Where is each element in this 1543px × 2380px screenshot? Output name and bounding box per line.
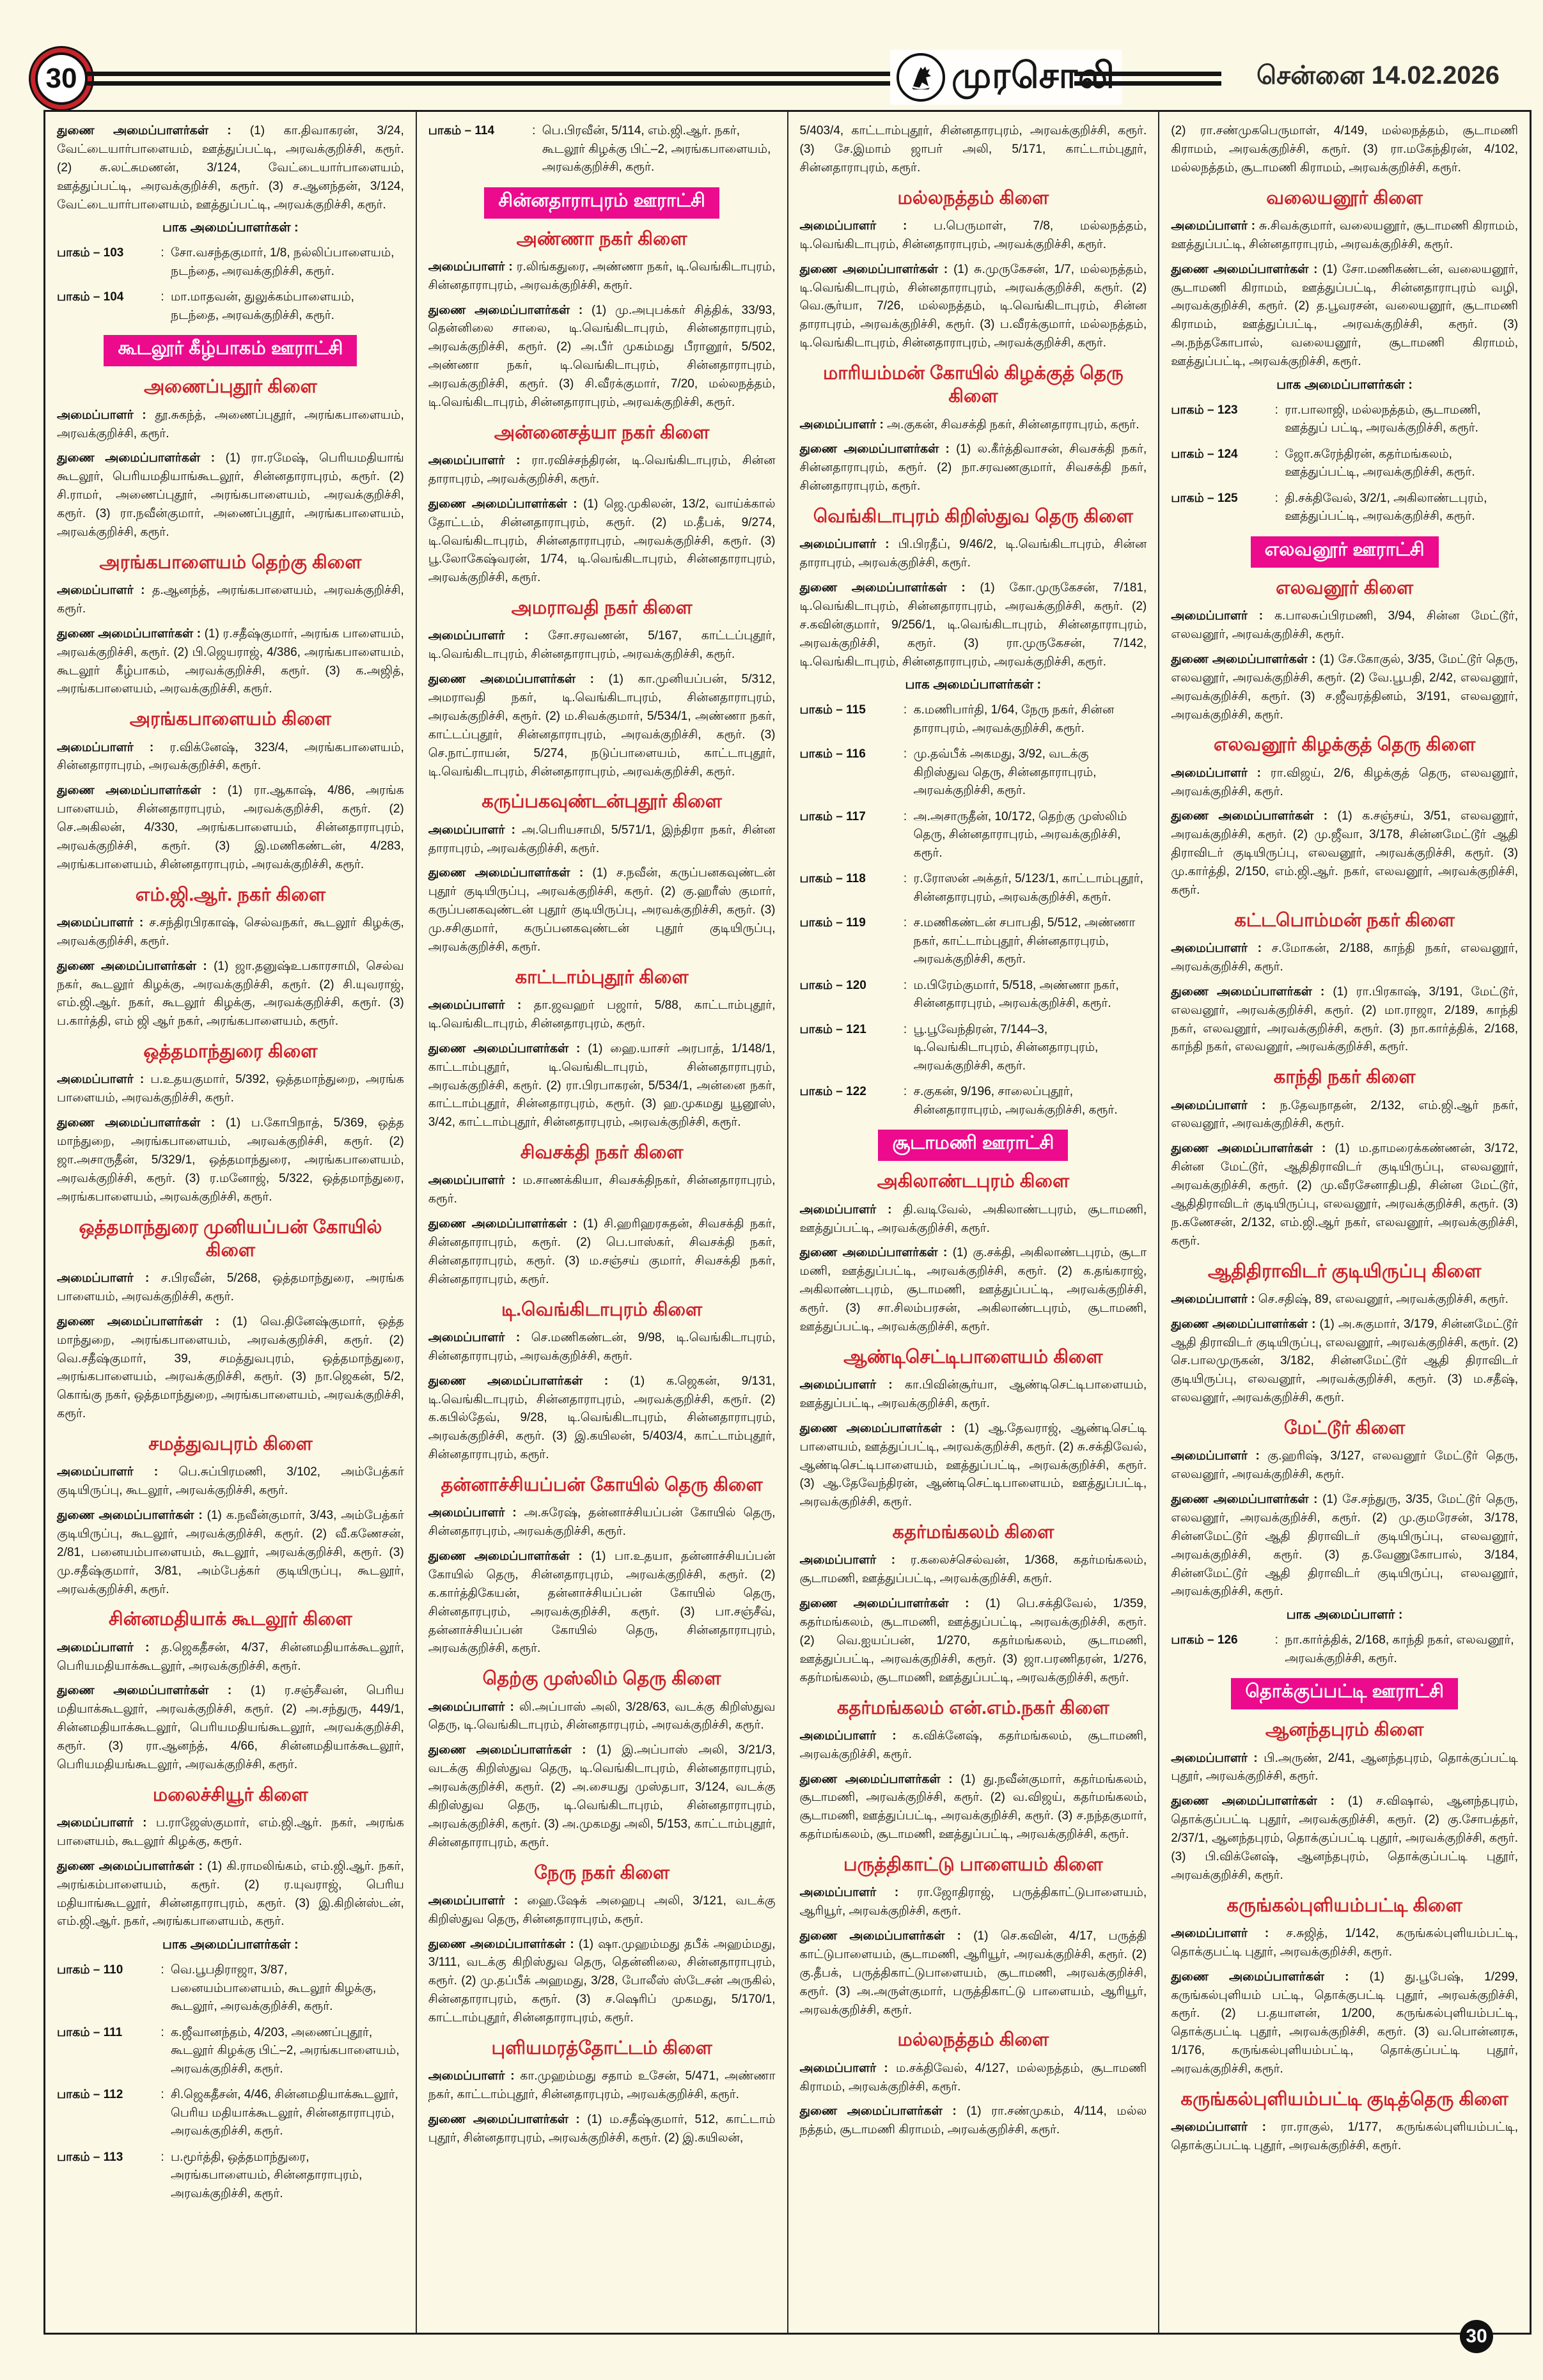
- news-column-2: [416, 112, 787, 2333]
- paragraph-lead-label: துணை அமைப்பாளர்கள் :: [799, 1929, 974, 1943]
- paragraph-lead-label: அமைப்பாளர் :: [1171, 1751, 1264, 1765]
- body-paragraph: அமைப்பாளர் : ப.ராஜேஸ்குமார், எம்.ஜி.ஆர். நகர், அரங்க பாளையம், கூடலூர் கிழக்கு, கரூர்.: [57, 1816, 404, 1848]
- body-paragraph: துணை அமைப்பாளர்கள் : (1) ம.தாமரைக்கண்ணன், 3/172, சின்ன மேட்டூர், ஆதிதிராவிடர் குடியிருப்பு, எலவனூர், அரவக்குறிச்சி, கரூர். (2) மு.வீரசேனாதிபதி, சின்ன மேட்டூர், ஆதிதிராவிடர் குடியிருப்பு, எலவனூர், அரவக்குறிச்சி, கரூர். (3) ந.கணேசன், 2/132, எம்.ஜி.ஆர் நகர், எலவனூர், அரவக்குறிச்சி, கரூர்.: [1171, 1142, 1518, 1248]
- body-paragraph: துணை அமைப்பாளர்கள் : (1) கா.முனியப்பன், 5/312, அமராவதி நகர், டி.வெங்கிடாபுரம், சின்னதாராபுரம், அரவக்குறிச்சி, கரூர். (2) ம.சிவக்குமார், 5/534/1, அண்ணா நகர், காட்டப்புதூர், சின்னதாராபுரம், அரவக்குறிச்சி, கரூர். (3) செ.நாட்ராயன், 5/274, நடுப்பாளையம், காட்டாபுதூர், டி.வெங்கிடாபுரம், சின்னதாராபுரம், அரவக்குறிச்சி, கரூர்.: [428, 673, 776, 779]
- branch-heading: எம்.ஜி.ஆர். நகர் கிளை: [135, 884, 325, 905]
- part-row: [1171, 490, 1518, 526]
- body-paragraph: அமைப்பாளர் : பி.பிரதீப், 9/46/2, டி.வெங்கிடாபுரம், சின்ன தாராபுரம், அரவக்குறிச்சி, கரூர்.: [799, 538, 1147, 570]
- branch-heading: கதர்மங்கலம் என்.எம்.நகர் கிளை: [836, 1697, 1109, 1718]
- paragraph-lead-label: அமைப்பாளர் :: [428, 823, 522, 837]
- body-paragraph: துணை அமைப்பாளர்கள் : (1) ல.கீர்த்திவாசன், சிவசக்தி நகர், சின்னதாராபுரம், கரூர். (2) நா.சரவணகுமார், சிவசக்தி நகர், சின்னதாராபுரம், கரூர்.: [799, 442, 1147, 494]
- body-paragraph: அமைப்பாளர் : செ.சதிஷ், 89, எலவனூர், அரவக்குறிச்சி, கரூர்.: [1171, 1292, 1508, 1306]
- paragraph-lead-label: அமைப்பாளர் :: [799, 417, 888, 432]
- news-column-4: [1158, 112, 1530, 2333]
- panchayat-heading: எலவனூர் ஊராட்சி: [1171, 536, 1518, 568]
- paragraph-lead-label: அமைப்பாளர் :: [799, 219, 934, 233]
- part-row: [57, 288, 404, 325]
- part-label: பாகம் – 114: [428, 124, 495, 137]
- paragraph-lead-label: துணை அமைப்பாளர்கள் :: [1171, 1142, 1335, 1156]
- body-paragraph: துணை அமைப்பாளர்கள் : (1) வெ.தினேஷ்குமார், ஒத்த மாந்துறை, அரங்கபாளையம், அரவக்குறிச்சி, கரூர். (2) வெ.சதீஷ்குமார், 39, சமத்துவபுரம், ஒத்தமாந்துரை, அரங்கபாளையம், அரவக்குறிச்சி, கரூர். (3) நா.ஜெகன், 5/2, கொங்கு நகர், ஒத்தமாந்துறை, அரங்கபாளையம், அரவக்குறிச்சி, கரூர்.: [57, 1314, 404, 1421]
- header-rule-right: [1074, 72, 1221, 86]
- body-paragraph: துணை அமைப்பாளர்கள் : (1) து.நவீன்குமார், கதர்மங்கலம், சூடாமணி, அரவக்குறிச்சி, கரூர். (2) வ.விஜய், கதர்மங்கலம், சூடாமணி, ஊத்துப்பட்டி, அரவக்குறிச்சி, கரூர். (3) ச.நந்தகுமார், கதர்மங்கலம், சூடாமணி, ஊத்துப்பட்டி, அரவக்குறிச்சி, கரூர்.: [799, 1772, 1147, 1842]
- part-label: பாகம் – 116: [799, 747, 866, 761]
- part-label: பாகம் – 103: [57, 246, 124, 260]
- part-label: பாகம் – 125: [1171, 491, 1238, 505]
- body-paragraph: அமைப்பாளர் : ப.உதயகுமார், 5/392, ஒத்தமாந்துறை, அரங்க பாளையம், அரவக்குறிச்சி, கரூர்.: [57, 1073, 404, 1105]
- branch-heading: கருங்கல்புளியம்பட்டி குடித்தெரு கிளை: [1180, 2088, 1508, 2110]
- part-colon: :: [532, 124, 536, 137]
- part-text: மு.தவ்பீக் அகமது, 3/92, வடக்கு கிறிஸ்துவ தெரு, சின்னதாராபுரம், அரவக்குறிச்சி, கரூர்.: [913, 747, 1097, 798]
- panchayat-heading: கூடலூர் கீழ்பாகம் ஊராட்சி: [57, 335, 404, 366]
- branch-heading: கருங்கல்புளியம்பட்டி கிளை: [1226, 1895, 1462, 1916]
- part-row: [57, 1961, 404, 2016]
- paragraph-lead-label: துணை அமைப்பாளர்கள் :: [799, 2104, 967, 2119]
- branch-heading: சிவசக்தி நகர் கிளை: [520, 1142, 684, 1163]
- part-organizers-subhead: பாக அமைப்பாளர்கள் :: [162, 1938, 299, 1952]
- body-paragraph: (2) ரா.சண்முகபெருமாள், 4/149, மல்லநத்தம், சூடாமணி கிராமம், அரவக்குறிச்சி, கரூர். (3) ரா.மகேந்திரன், 4/102, மல்லநத்தம், சூடாமணி கிராமம், அரவக்குறிச்சி, கரூர்.: [1171, 124, 1518, 175]
- branch-heading: ஆனந்தபுரம் கிளை: [1265, 1720, 1424, 1741]
- branch-heading: அரங்கபாளையம் கிளை: [129, 709, 331, 730]
- body-paragraph: துணை அமைப்பாளர்கள் : (1) இ.அப்பாஸ் அலி, 3/21/3, வடக்கு கிறிஸ்துவ தெரு, டி.வெங்கிடாபுரம், சின்னதாராபுரம், அரவக்குறிச்சி, கரூர். (2) அ.சையது முஸ்தபா, 3/124, வடக்கு கிறிஸ்துவ தெரு, டி.வெங்கிடாபுரம், சின்னதாராபுரம், அரவக்குறிச்சி, கரூர். (3) அ.முகமது அலி, 5/153, காட்டாம்புதூர், சின்னதாராபுரம், கரூர்.: [428, 1743, 776, 1849]
- body-paragraph: அமைப்பாளர் : ரா.விஜய், 2/6, கிழக்குத் தெரு, எலவனூர், அரவக்குறிச்சி, கரூர்.: [1171, 766, 1518, 798]
- part-text: மா.மாதவன், துலுக்கம்பாளையம், நடந்தை, அரவக்குறிச்சி, கரூர்.: [171, 290, 354, 322]
- body-paragraph: துணை அமைப்பாளர்கள் : (1) ர.சஞ்சீவன், பெரிய மதியாக்கூடலூர், அரவக்குறிச்சி, கரூர். (2) அ.சந்துரு, 449/1, சின்னமதியாக்கூடலூர், பெரியமதியங்கூடலூர், அரவக்குறிச்சி, கரூர். (3) ரா.ஆனந்த், 4/66, சின்னமதியாக்கூடலூர், பெரியமதியங்கூடலூர், அரவக்குறிச்சி, கரூர்.: [57, 1684, 404, 1771]
- part-label: பாகம் – 113: [57, 2150, 123, 2164]
- body-paragraph: துணை அமைப்பாளர்கள் : (1) ச.விஷால், ஆனந்தபுரம், தொக்குப்பட்டி புதூர், அரவக்குறிச்சி, கரூர். (2) கு.சோபத்தர், 2/37/1, ஆனந்தபுரம், தொக்குப்பட்டி புதூர், அரவக்குறிச்சி, கரூர். (3) பி.விக்னேஷ், ஆனந்தபுரம், தொக்குப்பட்டி புதூர், அரவக்குறிச்சி, கரூர்.: [1171, 1794, 1518, 1882]
- body-paragraph: துணை அமைப்பாளர்கள் : (1) ரா.சண்முகம், 4/114, மல்ல நத்தம், சூடாமணி கிராமம், அரவக்குறிச்சி, கரூர்.: [799, 2104, 1147, 2137]
- paragraph-lead-label: துணை அமைப்பாளர்கள் :: [428, 1550, 591, 1563]
- paragraph-lead-label: அமைப்பாளர் :: [799, 1378, 905, 1392]
- paragraph-lead-label: துணை அமைப்பாளர்கள் :: [57, 1684, 251, 1698]
- paragraph-lead-label: துணை அமைப்பாளர்கள் :: [57, 1116, 226, 1130]
- part-text: நா.கார்த்திக், 2/168, காந்தி நகர், எலவனூர், அரவக்குறிச்சி, கரூர்.: [1285, 1633, 1514, 1665]
- paragraph-lead-label: அமைப்பாளர் :: [428, 1174, 523, 1188]
- body-paragraph: துணை அமைப்பாளர்கள் : (1) ர.சதீஷ்குமார், அரங்க பாளையம், அரவக்குறிச்சி, கரூர். (2) பி.ஜெயராஜ், 4/386, அரங்கபாளையம், கூடலூர் கீழ்பாகம், அரவக்குறிச்சி, கரூர். (3) க.அஜித், அரங்கபாளையம், அரவக்குறிச்சி, கரூர்.: [57, 626, 404, 696]
- body-paragraph: அமைப்பாளர் : சோ.சரவணன், 5/167, காட்டப்புதூர், டி.வெங்கிடாபுரம், சின்னதாராபுரம், அரவக்குறிச்சி, கரூர்.: [428, 629, 776, 662]
- paragraph-lead-label: துணை அமைப்பாளர்கள் :: [57, 124, 250, 137]
- part-text: தி.சக்திவேல், 3/2/1, அகிலாண்டபுரம், ஊத்துப்பட்டி, அரவக்குறிச்சி, கரூர்.: [1285, 491, 1487, 524]
- branch-heading: மேட்டூர் கிளை: [1283, 1418, 1406, 1438]
- branch-heading: நேரு நகர் கிளை: [534, 1862, 670, 1883]
- news-column-1: [45, 112, 416, 2333]
- body-paragraph: அமைப்பாளர் : ரா.ஜோதிராஜ், பருத்திகாட்டுபாளையம், ஆரியூர், அரவக்குறிச்சி, கரூர்.: [799, 1886, 1147, 1918]
- part-text: வெ.பூபதிராஜா, 3/87, பனையம்பாளையம், கூடலூர் கிழக்கு, கூடலூர், அரவக்குறிச்சி, கரூர்.: [171, 1963, 377, 2014]
- part-row: [800, 977, 1147, 1013]
- body-paragraph: துணை அமைப்பாளர்கள் : (1) க.சஞ்சய், 3/51, எலவனூர், அரவக்குறிச்சி, கரூர். (2) மு.ஜீவா, 3/178, சின்னமேட்டூர் ஆதி திராவிடர் குடியிருப்பு, எலவனூர், அரவக்குறிச்சி, கரூர். (3) மு.கார்த்தி, 2/150, எம்.ஜி.ஆர். நகர், எலவனூர், அரவக்குறிச்சி, கரூர்.: [1171, 809, 1518, 897]
- body-paragraph: துணை அமைப்பாளர்கள் : (1) ஜா.தனுஷ்உபகாரசாமி, செல்வ நகர், கூடலூர் கிழக்கு, அரவக்குறிச்சி, கரூர். (2) சி.யுவராஜ், எம்.ஜி.ஆர். நகர், கூடலூர் கிழக்கு, அரவக்குறிச்சி, கரூர். (3) ப.கார்த்தி, எம் ஜி ஆர் நகர், அரங்கபாளையம், கரூர்.: [57, 959, 404, 1029]
- part-colon: :: [903, 872, 907, 886]
- paragraph-lead-label: அமைப்பாளர் :: [1171, 1292, 1258, 1306]
- branch-heading: ஒத்தமாந்துரை கிளை: [143, 1041, 318, 1062]
- body-paragraph: துணை அமைப்பாளர்கள் : (1) ரா.ஆகாஷ், 4/86, அரங்க பாளையம், சின்னதாராபுரம், அரவக்குறிச்சி, கரூர். (2) செ.அகிலன், 4/330, அரங்கபாளையம், சின்னதாராபுரம், அரவக்குறிச்சி, கரூர். (3) இ.மணிகண்டன், 4/283, அரங்கபாளையம், சின்னதாராபுரம், அரவக்குறிச்சி, கரூர்.: [57, 784, 404, 871]
- body-paragraph: துணை அமைப்பாளர்கள் : (1) ரா.பிரகாஷ், 3/191, மேட்டூர், எலவனூர், அரவக்குறிச்சி, கரூர். (2) மா.ராஜா, 2/189, காந்தி நகர், எலவனூர், அரவக்குறிச்சி, கரூர். (3) நா.கார்த்திக், 2/168, காந்தி நகர், எலவனூர், அரவக்குறிச்சி, கரூர்.: [1171, 984, 1518, 1054]
- paragraph-lead-label: அமைப்பாளர் :: [57, 740, 170, 754]
- paragraph-lead-label: அமைப்பாளர் :: [428, 629, 548, 643]
- part-row: [1171, 446, 1518, 482]
- body-paragraph: துணை அமைப்பாளர்கள் : (1) ஹை.யாசர் அரபாத், 1/148/1, காட்டாம்புதூர், டி.வெங்கிடாபுரம், சின்னதாராபுரம், அரவக்குறிச்சி, கரூர். (2) ரா.பிரபாகரன், 5/534/1, அன்னை நகர், காட்டாம்புதூர், சின்னதாரபுரம், கரூர். (3) ஹ.முகமது யூனூஸ், 3/42, காட்டாம்புதூர், சின்னதாரபுரம், அரவக்குறிச்சி, கரூர்.: [428, 1041, 776, 1130]
- branch-heading: பருத்திகாட்டு பாளையம் கிளை: [843, 1855, 1103, 1875]
- paragraph-lead-label: அமைப்பாளர் :: [799, 1886, 917, 1900]
- body-paragraph: அமைப்பாளர் : ம.சாணக்கியா, சிவசக்திநகர், சின்னதாராபுரம், கரூர்.: [428, 1174, 776, 1206]
- part-text: ரா.பாலாஜி, மல்லநத்தம், சூடாமணி, ஊத்துப் பட்டி, அரவக்குறிச்சி, கரூர்.: [1285, 403, 1481, 435]
- part-text: க.ஜீவானந்தம், 4/203, அணைப்புதூர், கூடலூர் கிழக்கு பிட்–2, அரங்கபாளையம், அரவக்குறிச்சி, கரூர்.: [171, 2025, 400, 2076]
- body-paragraph: துணை அமைப்பாளர்கள் : (1) ரா.ரமேஷ், பெரியமதியாங் கூடலூர், பெரியமதியாங்கூடலூர், சின்னதாராபுரம், கரூர். (2) சி.ராமர், அணைப்புதூர், அரங்கபாளையம், அரவக்குறிச்சி, கரூர். (3) ரா.நவீன்குமார், அணைப்புதூர், அரங்கபாளையம், அரவக்குறிச்சி, கரூர்.: [57, 451, 404, 539]
- paragraph-lead-label: துணை அமைப்பாளர்கள் :: [799, 1772, 961, 1786]
- body-paragraph: துணை அமைப்பாளர்கள் : (1) செ.கவின், 4/17, பருத்தி காட்டுபாளையம், சூடாமணி, ஆரியூர், அரவக்குறிச்சி, கரூர். (2) கு.தீபக், பருத்திகாட்டுபாளையம், சூடாமணி, அரவக்குறிச்சி, கரூர். (3) அ.அருள்குமார், பருத்திகாட்டு பாளையம், ஆரியூர், அரவக்குறிச்சி, கரூர்.: [799, 1929, 1147, 2017]
- paragraph-lead-label: துணை அமைப்பாளர்கள் :: [799, 1246, 953, 1260]
- part-label: பாகம் – 110: [57, 1963, 123, 1977]
- part-colon: :: [903, 978, 907, 992]
- branch-heading: எலவனூர் கிளை: [1276, 577, 1414, 598]
- part-row: [57, 244, 404, 281]
- body-paragraph: அமைப்பாளர் : ப.பெருமாள், 7/8, மல்லநத்தம், டி.வெங்கிடாபுரம், சின்னதாராபுரம், அரவக்குறிச்சி, கரூர்.: [799, 219, 1147, 251]
- paragraph-lead-label: அமைப்பாளர் :: [428, 2069, 521, 2083]
- part-text: ச.மணிகண்டன் சபாபதி, 5/512, அண்ணா நகர், காட்டாம்புதூர், சின்னதாரபுரம், அரவக்குறிச்சி, கரூர்.: [913, 916, 1136, 967]
- body-paragraph: அமைப்பாளர் : அ.குகன், சிவசக்தி நகர், சின்னதாராபுரம், கரூர்.: [799, 417, 1140, 432]
- paragraph-lead-label: துணை அமைப்பாளர்கள் :: [1171, 809, 1338, 823]
- part-colon: :: [161, 2088, 164, 2102]
- paragraph-lead-label: துணை அமைப்பாளர்கள் :: [428, 1217, 583, 1231]
- news-column-3: [787, 112, 1159, 2333]
- branch-heading: அணைப்புதூர் கிளை: [143, 377, 317, 398]
- branch-heading: மாரியம்மன் கோயில் கிழக்குத் தெரு கிளை: [822, 363, 1124, 407]
- body-paragraph: அமைப்பாளர் : ர.லிங்கதுரை, அண்ணா நகர், டி.வெங்கிடாபுரம், சின்னதாராபுரம், அரவக்குறிச்சி, கரூர்.: [428, 260, 776, 292]
- body-paragraph: அமைப்பாளர் : த.ஜெகதீசன், 4/37, சின்னமதியாக்கூடலூர், பெரியமதியாக்கூடலூர், அரவக்குறிச்சி, கரூர்.: [57, 1640, 404, 1673]
- paragraph-lead-label: அமைப்பாளர் :: [57, 1073, 151, 1087]
- body-paragraph: அமைப்பாளர் : த.ஆனந்த், அரங்கபாளையம், அரவக்குறிச்சி, கரூர்.: [57, 584, 404, 616]
- body-paragraph: அமைப்பாளர் : ஹை.ஷேக் அஹைபு அலி, 3/121, வடக்கு கிறிஸ்துவ தெரு, சின்னதாராபுரம், கரூர்.: [428, 1894, 776, 1926]
- part-text: ஜோ.சுரேந்திரன், கதர்மங்கலம், ஊத்துப்பட்டி, அரவக்குறிச்சி, கரூர்.: [1285, 447, 1475, 479]
- body-paragraph: அமைப்பாளர் : பெ.சுப்பிரமணி, 3/102, அம்பேத்கர் குடியிருப்பு, கூடலூர், அரவக்குறிச்சி, கரூர்.: [57, 1465, 404, 1498]
- paragraph-lead-label: துணை அமைப்பாளர்கள் :: [57, 959, 214, 973]
- edition-dateline: சென்னை 14.02.2026: [1256, 61, 1500, 89]
- branch-heading: அரங்கபாளையம் தெற்கு கிளை: [99, 552, 362, 573]
- branch-heading: அண்ணா நகர் கிளை: [516, 228, 687, 249]
- paragraph-lead-label: அமைப்பாளர் :: [799, 1553, 911, 1567]
- part-text: க.மணிபார்தி, 1/64, நேரு நகர், சின்ன தாராபுரம், அரவக்குறிச்சி, கரூர்.: [913, 703, 1115, 735]
- paragraph-lead-label: அமைப்பாளர் :: [799, 2061, 896, 2075]
- body-paragraph: அமைப்பாளர் : ரா.ரவிச்சந்திரன், டி.வெங்கிடாபுரம், சின்ன தாராபுரம், அரவக்குறிச்சி, கரூர்.: [428, 454, 776, 486]
- branch-heading: வலையனூர் கிளை: [1266, 187, 1423, 208]
- branch-heading: மலைச்சியூர் கிளை: [152, 1784, 308, 1805]
- part-colon: :: [161, 2025, 164, 2039]
- body-paragraph: அமைப்பாளர் : க.பாலசுப்பிரமணி, 3/94, சின்ன மேட்டூர், எலவனூர், அரவக்குறிச்சி, கரூர்.: [1171, 609, 1518, 641]
- body-paragraph: அமைப்பாளர் : அ.சுரேஷ், தன்னாச்சியப்பன் கோயில் தெரு, சின்னதாரபுரம், அரவக்குறிச்சி, கரூர்.: [428, 1506, 776, 1539]
- branch-heading: வெங்கிடாபுரம் கிறிஸ்துவ தெரு கிளை: [813, 506, 1133, 527]
- paragraph-lead-label: துணை அமைப்பாளர்கள் :: [799, 442, 957, 456]
- part-colon: :: [903, 1022, 907, 1036]
- body-paragraph: துணை அமைப்பாளர்கள் : (1) கி.ராமலிங்கம், எம்.ஜி.ஆர். நகர், அரங்கம்பாளையம், கரூர். (2) ர.யுவராஜ், பெரிய மதியாங்கூடலூர், சின்னதாராபுரம், கரூர். (3) இ.கிறின்ஸ்டன், எம்.ஜி.ஆர். நகர், அரங்கபாளையம், கரூர்.: [57, 1859, 404, 1929]
- branch-heading: ஆதிதிராவிடர் குடியிருப்பு கிளை: [1207, 1261, 1482, 1282]
- part-text: சோ.வசந்தகுமார், 1/8, நல்லிப்பாளையம், நடந்தை, அரவக்குறிச்சி, கரூர்.: [171, 246, 395, 278]
- branch-heading: கருப்பகவுண்டன்புதூர் கிளை: [482, 791, 722, 813]
- body-paragraph: அமைப்பாளர் : செ.மணிகண்டன், 9/98, டி.வெங்கிடாபுரம், சின்னதாராபுரம், அரவக்குறிச்சி, கரூர்.: [428, 1330, 776, 1363]
- part-label: பாகம் – 122: [799, 1085, 866, 1099]
- part-text: அ.அசாருதீன், 10/172, தெற்கு முஸ்லிம் தெரு, சின்னதாராபுரம், அரவக்குறிச்சி, கரூர்.: [913, 809, 1127, 860]
- paragraph-lead-label: அமைப்பாளர் :: [428, 1506, 524, 1520]
- paragraph-lead-label: அமைப்பாளர் :: [57, 584, 152, 597]
- part-text: பெ.பிரவீன், 5/114, எம்.ஜி.ஆர். நகர், கூடலூர் கிழக்கு பிட்–2, அரங்கபாளையம், அரவக்குறிச்சி, கரூர்.: [542, 124, 771, 174]
- body-paragraph: துணை அமைப்பாளர்கள் : (1) பா.உதயா, தன்னாச்சியப்பன் கோயில் தெரு, சின்னதாரபுரம், அரவக்குறிச்சி, கரூர். (2) க.கார்த்திகேயன், தன்னாச்சியப்பன் கோயில் தெரு, சின்னதாரபுரம், அரவக்குறிச்சி, கரூர். (3) பா.சஞ்சீவ், தன்னாச்சியப்பன் கோயில் தெரு, சின்னதாராபுரம், அரவக்குறிச்சி, கரூர்.: [428, 1550, 776, 1656]
- branch-heading: காட்டாம்புதூர் கிளை: [515, 967, 689, 988]
- part-row: [1171, 1631, 1518, 1668]
- part-row: [57, 2149, 404, 2204]
- part-label: பாகம் – 121: [799, 1022, 866, 1036]
- header-rule-left: [87, 72, 890, 86]
- part-organizers-subhead: பாக அமைப்பாளர்கள் :: [905, 678, 1042, 692]
- paragraph-lead-label: அமைப்பாளர் :: [1171, 1926, 1287, 1940]
- part-row: [800, 808, 1147, 863]
- body-paragraph: அமைப்பாளர் : கா.முஹம்மது சதாம் உசேன், 5/471, அண்ணா நகர், காட்டாம்புதூர், சின்னதாரபுரம், அரவக்குறிச்சி, கரூர்.: [428, 2069, 776, 2101]
- footer-page-number: 30: [1466, 2326, 1487, 2347]
- branch-heading: தன்னாச்சியப்பன் கோயில் தெரு கிளை: [441, 1475, 763, 1495]
- paragraph-lead-label: துணை அமைப்பாளர்கள் :: [428, 303, 591, 317]
- body-paragraph: அமைப்பாளர் : ர.விக்னேஷ், 323/4, அரங்கபாளையம், சின்னதாராபுரம், அரவக்குறிச்சி, கரூர்.: [57, 740, 404, 773]
- body-paragraph: அமைப்பாளர் : ச.சந்திரபிரகாஷ், செல்வநகர், கூடலூர் கிழக்கு, அரவக்குறிச்சி, கரூர்.: [57, 915, 404, 948]
- part-label: பாகம் – 120: [799, 978, 866, 992]
- body-paragraph: துணை அமைப்பாளர்கள் : (1) ப.கோபிநாத், 5/369, ஒத்த மாந்துறை, அரங்கபாளையம், அரவக்குறிச்சி, கரூர். (2) ஜா.அசாருதீன், 5/329/1, ஒத்தமாந்துரை, அரங்கபாளையம், அரவக்குறிச்சி, கரூர். (3) ர.மனோஜ், 5/322, ஒத்தமாந்துரை, அரங்கபாளையம், அரவக்குறிச்சி, கரூர்.: [57, 1116, 404, 1204]
- body-paragraph: அமைப்பாளர் : ச.மோகன், 2/188, காந்தி நகர், எலவனூர், அரவக்குறிச்சி, கரூர்.: [1171, 942, 1518, 974]
- body-paragraph: அமைப்பாளர் : கு.ஹரிஷ், 3/127, எலவனூர் மேட்டூர் தெரு, எலவனூர், அரவக்குறிச்சி, கரூர்.: [1171, 1449, 1518, 1482]
- branch-heading: எலவனூர் கிழக்குத் தெரு கிளை: [1213, 735, 1476, 756]
- body-paragraph: 5/403/4, காட்டாம்புதூர், சின்னதாரபுரம், அரவக்குறிச்சி, கரூர். (3) சே.இமாம் ஜாபர் அலி, 5/171, காட்டாம்புதூர், சின்னதாராபுரம், கரூர்.: [799, 124, 1147, 175]
- part-row: [800, 914, 1147, 969]
- part-label: பாகம் – 123: [1171, 403, 1238, 417]
- part-label: பாகம் – 126: [1171, 1633, 1238, 1647]
- body-paragraph: துணை அமைப்பாளர்கள் : (1) சே.கோகுல், 3/35, மேட்டூர் தெரு, எலவனூர், அரவக்குறிச்சி, கரூர். (2) வே.பூபதி, 2/42, எலவனூர், அரவக்குறிச்சி, கரூர். (3) ச.ஜீவரத்தினம், 3/191, எலவனூர், அரவக்குறிச்சி, கரூர்.: [1171, 652, 1518, 722]
- body-paragraph: துணை அமைப்பாளர்கள் : (1) ஷா.முஹம்மது தபீக் அஹம்மது, 3/111, வடக்கு கிறிஸ்துவ தெரு, தென்னிலை, சின்னதாராபுரம், கரூர். (2) மு.தப்பீக் அஹமது, 3/28, போலீஸ் ஸ்டேசன் அருகில், சின்னதாராபுரம், கரூர். (3) ச.ஷெரிப் முகமது, 5/170/1, காட்டாம்புதூர், சின்னதாராபுரம், கரூர்.: [428, 1937, 776, 2025]
- body-paragraph: துணை அமைப்பாளர்கள் : (1) பெ.சக்திவேல், 1/359, கதர்மங்கலம், சூடாமணி, ஊத்துப்பட்டி, அரவக்குறிச்சி, கரூர். (2) வெ.ஐயப்பன், 1/270, கதர்மங்கலம், சூடாமணி, ஊத்துப்பட்டி, அரவக்குறிச்சி, கரூர். (3) ஜா.பரணிதரன், 1/276, கதர்மங்கலம், சூடாமணி, ஊத்துப்பட்டி, அரவக்குறிச்சி, கரூர்.: [799, 1597, 1147, 1684]
- part-row: [428, 122, 776, 177]
- paragraph-lead-label: துணை அமைப்பாளர்கள் :: [1171, 1317, 1320, 1331]
- part-colon: :: [903, 1085, 907, 1099]
- paragraph-lead-label: அமைப்பாளர் :: [1171, 942, 1272, 955]
- branch-heading: மல்லநத்தம் கிளை: [897, 2030, 1049, 2051]
- body-paragraph: அமைப்பாளர் : கா.பிவின்சூர்யா, ஆண்டிசெட்டிபாளையம், ஊத்துப்பட்டி, அரவக்குறிச்சி, கரூர்.: [799, 1378, 1147, 1410]
- paragraph-lead-label: அமைப்பாளர் :: [428, 1700, 519, 1714]
- branch-heading: கட்டபொம்மன் நகர் கிளை: [1234, 910, 1455, 931]
- branch-heading: ஒத்தமாந்துரை முனியப்பன் கோயில் கிளை: [79, 1217, 382, 1261]
- part-organizers-subhead: பாக அமைப்பாளர்கள் :: [1276, 377, 1413, 392]
- paragraph-lead-label: அமைப்பாளர் :: [1171, 766, 1271, 780]
- body-paragraph: அமைப்பாளர் : தா.ஜவஹர் பஜார், 5/88, காட்டாம்புதூர், டி.வெங்கிடாபுரம், சின்னதாரபுரம், கரூர்.: [428, 999, 776, 1031]
- part-row: [800, 1021, 1147, 1076]
- body-paragraph: அமைப்பாளர் : தூ.சுகந்த், அணைப்புதூர், அரங்கபாளையம், அரவக்குறிச்சி, கரூர்.: [57, 408, 404, 440]
- part-colon: :: [903, 809, 907, 823]
- part-colon: :: [1274, 403, 1278, 417]
- branch-heading: அன்னைசத்யா நகர் கிளை: [494, 422, 710, 443]
- part-organizers-subhead: பாக அமைப்பாளர் :: [1286, 1608, 1403, 1622]
- part-text: ச.குகன், 9/196, சாலைப்புதூர், சின்னதாராபுரம், அரவக்குறிச்சி, கரூர்.: [913, 1085, 1118, 1117]
- paragraph-lead-label: அமைப்பாளர் :: [428, 260, 517, 274]
- body-paragraph: அமைப்பாளர் : பி.அருண், 2/41, ஆனந்தபுரம், தொக்குப்பட்டி புதூர், அரவக்குறிச்சி, கரூர்.: [1171, 1751, 1519, 1784]
- body-paragraph: அமைப்பாளர் : ச.சுஜித், 1/142, கருங்கல்புளியம்பட்டி, தொக்குபட்டி புதூர், அரவக்குறிச்சி, கரூர்.: [1171, 1926, 1518, 1959]
- part-row: [57, 2024, 404, 2079]
- body-paragraph: அமைப்பாளர் : அ.பெரியசாமி, 5/571/1, இந்திரா நகர், சின்ன தாராபுரம், அரவக்குறிச்சி, கரூர்.: [428, 823, 776, 855]
- body-paragraph: துணை அமைப்பாளர்கள் : (1) கு.சக்தி, அகிலாண்டபுரம், சூடா மணி, ஊத்துப்பட்டி, அரவக்குறிச்சி, கரூர். (2) க.தங்கராஜ், அகிலாண்டபுரம், சூடாமணி, ஊத்துப்பட்டி, அரவக்குறிச்சி, கரூர். (3) சா.சிலம்பரசன், அகிலாண்டபுரம், சூடாமணி, ஊத்துப்பட்டி, அரவக்குறிச்சி, கரூர்.: [799, 1246, 1147, 1334]
- paragraph-lead-label: அமைப்பாளர் :: [1171, 219, 1259, 233]
- paragraph-lead-label: துணை அமைப்பாளர்கள் :: [428, 1374, 630, 1388]
- panchayat-heading: சின்னதாராபுரம் ஊராட்சி: [428, 187, 776, 219]
- content-frame: [43, 110, 1531, 2335]
- part-colon: :: [161, 2150, 164, 2164]
- part-colon: :: [903, 916, 907, 930]
- body-paragraph: அமைப்பாளர் : க.விக்னேஷ், கதர்மங்கலம், சூடாமணி, அரவக்குறிச்சி, கரூர்.: [799, 1729, 1147, 1761]
- paragraph-lead-label: அமைப்பாளர் :: [57, 1816, 156, 1830]
- body-paragraph: துணை அமைப்பாளர்கள் : (1) ஜெ.முகிலன், 13/2, வாய்க்கால் தோட்டம், சின்னதாராபுரம், கரூர். (2) ம.தீபக், 9/274, டி.வெங்கிடாபுரம், சின்னதாராபுரம், அரவக்குறிச்சி, கரூர். (3) பூ.லோகேஷ்வரன், 1/74, டி.வெங்கிடாபுரம், சின்னதாராபுரம், அரவக்குறிச்சி, கரூர்.: [428, 497, 776, 585]
- part-colon: :: [903, 703, 907, 717]
- body-paragraph: அமைப்பாளர் : ச.பிரவீன், 5/268, ஒத்தமாந்துரை, அரங்க பாளையம், அரவக்குறிச்சி, கரூர்.: [57, 1272, 404, 1303]
- body-paragraph: அமைப்பாளர் : லி.அப்பாஸ் அலி, 3/28/63, வடக்கு கிறிஸ்துவ தெரு, டி.வெங்கிடாபுரம், சின்னதாரபுரம், அரவக்குறிச்சி, கரூர்.: [428, 1700, 776, 1732]
- branch-heading: ஆண்டிசெட்டிபாளையம் கிளை: [843, 1346, 1103, 1367]
- body-paragraph: துணை அமைப்பாளர்கள் : (1) சு.முருகேசன், 1/7, மல்லநத்தம், டி.வெங்கிடாபுரம், சின்னதாராபுரம், அரவக்குறிச்சி, கரூர். (2) வெ.சூர்யா, 7/26, மல்லநத்தம், டி.வெங்கிடாபுரம், சின்ன தாராபுரம், அரவக்குறிச்சி, கரூர். (3) ப.வீரக்குமார், மல்லநத்தம், டி.வெங்கிடாபுரம், சின்னதாராபுரம், அரவக்குறிச்சி, கரூர்.: [799, 262, 1147, 350]
- paragraph-lead-label: துணை அமைப்பாளர்கள் :: [1171, 262, 1323, 276]
- body-paragraph: அமைப்பாளர் : சு.சிவக்குமார், வலையனூர், சூடாமணி கிராமம், ஊத்துப்பட்டி, சின்னதாராபுரம், அரவக்குறிச்சி, கரூர்.: [1171, 219, 1519, 251]
- body-paragraph: துணை அமைப்பாளர்கள் : (1) ச.நவீன், கருப்பனகவுண்டன் புதூர் குடியிருப்பு, அரவக்குறிச்சி, கரூர். (2) கு.ஹரீஸ் குமார், கருப்பனகவுண்டன் புதூர் குடியிருப்பு, அரவக்குறிச்சி, கரூர். (3) மு.சசிகுமார், கருப்பனகவுண்டன் புதூர் குடியிருப்பு, அரவக்குறிச்சி, கரூர்.: [428, 866, 776, 954]
- paragraph-lead-label: அமைப்பாளர் :: [57, 915, 150, 929]
- rooster-logo-icon: [897, 53, 945, 102]
- body-paragraph: அமைப்பாளர் : ந.தேவநாதன், 2/132, எம்.ஜி.ஆர் நகர், எலவனூர், அரவக்குறிச்சி, கரூர்.: [1171, 1098, 1518, 1131]
- paragraph-lead-label: துணை அமைப்பாளர்கள் :: [57, 451, 226, 465]
- paragraph-lead-label: அமைப்பாளர் :: [428, 1330, 531, 1344]
- footer-page-badge: [1460, 2320, 1493, 2353]
- body-paragraph: துணை அமைப்பாளர்கள் : (1) அ.சுகுமார், 3/179, சின்னமேட்டூர் ஆதி திராவிடர் குடியிருப்பு, எலவனூர், அரவக்குறிச்சி, கரூர். (2) செ.பாலமுருகன், 3/182, சின்னமேட்டூர் ஆதி திராவிடர் குடியிருப்பு, எலவனூர், அரவக்குறிச்சி, கரூர். (3) ம.சதீஷ், எலவனூர், அரவக்குறிச்சி, கரூர்.: [1171, 1317, 1519, 1405]
- part-label: பாகம் – 124: [1171, 447, 1238, 461]
- part-colon: :: [161, 1963, 164, 1977]
- paragraph-lead-label: அமைப்பாளர் :: [428, 454, 532, 467]
- body-paragraph: துணை அமைப்பாளர்கள் : (1) து.பூபேஷ், 1/299, கருங்கல்புளியம் பட்டி, தொக்குபட்டி புதூர், அரவக்குறிச்சி, கரூர். (2) ப.தயாளன், 1/200, கருங்கல்புளியம்பட்டி, தொக்குபட்டி புதூர், அரவக்குறிச்சி, கரூர். (3) வ.பொன்னரசு, 1/176, கருங்கல்புளியம்பட்டி, தொக்குப்பட்டி புதூர், அரவக்குறிச்சி, கரூர்.: [1171, 1970, 1518, 2076]
- paragraph-lead-label: அமைப்பாளர் :: [1171, 2120, 1281, 2135]
- part-colon: :: [1274, 1633, 1278, 1647]
- paragraph-lead-label: துணை அமைப்பாளர்கள் :: [799, 1421, 964, 1435]
- panchayat-heading: தொக்குப்பட்டி ஊராட்சி: [1171, 1678, 1518, 1709]
- part-organizers-subhead: பாக அமைப்பாளர்கள் :: [162, 221, 299, 235]
- masthead-title: முரசொலி: [952, 54, 1115, 95]
- branch-heading: சமத்துவபுரம் கிளை: [148, 1434, 313, 1454]
- paragraph-lead-label: துணை அமைப்பாளர்கள் :: [57, 626, 205, 641]
- branch-heading: சின்னமதியாக் கூடலூர் கிளை: [108, 1609, 352, 1630]
- paragraph-lead-label: துணை அமைப்பாளர்கள் :: [57, 1314, 233, 1328]
- body-paragraph: துணை அமைப்பாளர்கள் : (1) மு.அபுபக்கர் சித்திக், 33/93, தென்னிலை சாலை, டி.வெங்கிடாபுரம், சின்னதாராபுரம், அரவக்குறிச்சி, கரூர். (2) அ.பீர் முகம்மது பீரானூர், 5/502, அண்ணா நகர், டி.வெங்கிடாபுரம், சின்னதாராபுரம், அரவக்குறிச்சி, கரூர். (3) சி.வீரக்குமார், 7/20, மல்லநத்தம், டி.வெங்கிடாபுரம், சின்னதாராபுரம், அரவக்குறிச்சி, கரூர்.: [428, 303, 776, 409]
- part-colon: :: [161, 290, 164, 304]
- part-row: [800, 745, 1147, 800]
- paragraph-lead-label: அமைப்பாளர் :: [57, 1465, 179, 1479]
- branch-heading: காந்தி நகர் கிளை: [1273, 1067, 1416, 1088]
- paragraph-lead-label: துணை அமைப்பாளர்கள் :: [57, 1859, 208, 1873]
- paragraph-lead-label: அமைப்பாளர் :: [57, 1272, 161, 1285]
- body-paragraph: துணை அமைப்பாளர்கள் : (1) சே.சந்துரு, 3/35, மேட்டூர் தெரு, எலவனூர், அரவக்குறிச்சி, கரூர். (2) மு.குமரேசன், 3/178, சின்னமேட்டூர் ஆதி திராவிடர் குடியிருப்பு, எலவனூர், அரவக்குறிச்சி, கரூர். (3) த.வேணுகோபால், 3/184, சின்னமேட்டூர் ஆதி திராவிடர் குடியிருப்பு, எலவனூர், அரவக்குறிச்சி, கரூர்.: [1171, 1493, 1518, 1599]
- paragraph-lead-label: அமைப்பாளர் :: [57, 408, 155, 422]
- branch-heading: கதர்மங்கலம் கிளை: [892, 1522, 1054, 1543]
- part-label: பாகம் – 119: [799, 916, 866, 930]
- paragraph-lead-label: துணை அமைப்பாளர்கள் :: [428, 673, 609, 687]
- paragraph-lead-label: துணை அமைப்பாளர்கள் :: [1171, 652, 1320, 666]
- part-row: [800, 1083, 1147, 1119]
- paragraph-lead-label: துணை அமைப்பாளர்கள் :: [57, 784, 228, 798]
- paragraph-lead-label: அமைப்பாளர் :: [428, 1894, 528, 1908]
- body-paragraph: துணை அமைப்பாளர்கள் : (1) கோ.முருகேசன், 7/181, டி.வெங்கிடாபுரம், சின்னதாராபுரம், அரவக்குறிச்சி, கரூர். (2) ச.கவின்குமார், 9/256/1, டி.வெங்கிடாபுரம், சின்னதாராபுரம், அரவக்குறிச்சி, கரூர். (3) ரா.முருகேசன், 7/142, டி.வெங்கிடாபுரம், சின்னதாராபுரம், அரவக்குறிச்சி, கரூர்.: [799, 581, 1147, 669]
- part-label: பாகம் – 104: [57, 290, 124, 304]
- part-colon: :: [1274, 447, 1278, 461]
- paragraph-lead-label: துணை அமைப்பாளர்கள் :: [428, 866, 593, 880]
- part-row: [800, 870, 1147, 906]
- branch-heading: அகிலாண்டபுரம் கிளை: [877, 1171, 1070, 1192]
- part-colon: :: [903, 747, 907, 761]
- branch-heading: தெற்கு முஸ்லிம் தெரு கிளை: [482, 1668, 721, 1690]
- part-row: [800, 701, 1147, 738]
- paragraph-lead-label: துணை அமைப்பாளர்கள் :: [1171, 1493, 1323, 1506]
- part-colon: :: [161, 246, 164, 260]
- part-text: ர.ரோஸன் அக்தர், 5/123/1, காட்டாம்புதூர், சின்னதாரபுரம், அரவக்குறிச்சி, கரூர்.: [913, 872, 1143, 904]
- part-label: பாகம் – 112: [57, 2088, 123, 2102]
- body-paragraph: துணை அமைப்பாளர்கள் : (1) ஆ.தேவராஜ், ஆண்டிசெட்டி பாளையம், ஊத்துப்பட்டி, அரவக்குறிச்சி, கரூர். (2) சு.சக்திவேல், ஆண்டிசெட்டிபாளையம், ஊத்துப்பட்டி, அரவக்குறிச்சி, கரூர். (3) ஆ.தேவேந்திரன், ஆண்டிசெட்டிபாளையம், ஊத்துப்பட்டி, அரவக்குறிச்சி, கரூர்.: [799, 1421, 1147, 1509]
- body-paragraph: துணை அமைப்பாளர்கள் : (1) சோ.மணிகண்டன், வலையனூர், சூடாமணி கிராமம், ஊத்துப்பட்டி, சின்னதாராபுரம் வழி, அரவக்குறிச்சி, கரூர். (2) த.பூவரசன், வலையனூர், சூடாமணி கிராமம், ஊத்துப்பட்டி, அரவக்குறிச்சி, கரூர். (3) அ.நந்தகோபால், வலையனூர், சூடாமணி கிராமம், ஊத்துப்பட்டி, அரவக்குறிச்சி, கரூர்.: [1171, 262, 1518, 368]
- paragraph-lead-label: துணை அமைப்பாளர்கள் :: [428, 497, 584, 511]
- part-colon: :: [1274, 491, 1278, 505]
- paragraph-lead-label: அமைப்பாளர் :: [428, 999, 534, 1012]
- part-label: பாகம் – 118: [799, 872, 866, 886]
- paragraph-lead-label: துணை அமைப்பாளர்கள் :: [799, 262, 954, 276]
- paragraph-lead-label: துணை அமைப்பாளர்கள் :: [428, 1743, 597, 1757]
- page-number: 30: [45, 63, 77, 94]
- body-paragraph: அமைப்பாளர் : ம.சக்திவேல், 4/127, மல்லநத்தம், சூடாமணி கிராமம், அரவக்குறிச்சி, கரூர்.: [799, 2061, 1147, 2094]
- body-paragraph: அமைப்பாளர் : ர.கலைச்செல்வன், 1/368, கதர்மங்கலம், சூடாமணி, ஊத்துப்பட்டி, அரவக்குறிச்சி, கரூர்.: [799, 1553, 1147, 1586]
- part-text: சி.ஜெகதீசன், 4/46, சின்னமதியாக்கூடலூர், பெரிய மதியாக்கூடலூர், சின்னதாராபுரம், அரவக்குறிச்சி, கரூர்.: [171, 2088, 398, 2138]
- paragraph-lead-label: அமைப்பாளர் :: [799, 1202, 904, 1217]
- paragraph-lead-label: அமைப்பாளர் :: [1171, 1098, 1280, 1112]
- paragraph-lead-label: துணை அமைப்பாளர்கள் :: [799, 581, 980, 595]
- paragraph-lead-label: துணை அமைப்பாளர்கள் :: [428, 1041, 588, 1055]
- part-text: ப.மூர்த்தி, ஒத்தமாந்துரை, அரங்கபாளையம், சின்னதாராபுரம், அரவக்குறிச்சி, கரூர்.: [171, 2150, 363, 2200]
- branch-heading: அமராவதி நகர் கிளை: [511, 598, 693, 619]
- paragraph-lead-label: அமைப்பாளர் :: [1171, 1449, 1268, 1463]
- body-paragraph: துணை அமைப்பாளர்கள் : (1) கா.திவாகரன், 3/24, வேட்டையார்பாளையம், ஊத்துப்பட்டி, அரவக்குறிச்சி, கரூர். (2) சு.லட்சுமணன், 3/124, வேட்டையார்பாளையம், ஊத்துப்பட்டி, அரவக்குறிச்சி, கரூர். (3) ச.ஆனந்தன், 3/124, வேட்டையார்பாளையம், ஊத்துப்பட்டி, அரவக்குறிச்சி, கரூர்.: [57, 124, 404, 212]
- paragraph-lead-label: அமைப்பாளர் :: [1171, 609, 1275, 623]
- part-label: பாகம் – 115: [799, 703, 866, 717]
- part-row: [1171, 401, 1518, 438]
- paragraph-lead-label: துணை அமைப்பாளர்கள் :: [1171, 1794, 1348, 1808]
- paragraph-lead-label: அமைப்பாளர் :: [57, 1640, 161, 1654]
- paragraph-lead-label: துணை அமைப்பாளர்கள் :: [799, 1597, 985, 1611]
- body-paragraph: துணை அமைப்பாளர்கள் : (1) சி.ஹரிஹரசுதன், சிவசக்தி நகர், சின்னதாராபுரம், கரூர். (2) பெ.பாஸ்கர், சிவசக்தி நகர், சின்னதாராபுரம், கரூர். (3) ம.சஞ்சய் குமார், சிவசக்தி நகர், சின்னதாராபுரம், கரூர்.: [428, 1217, 776, 1286]
- panchayat-heading: சூடாமணி ஊராட்சி: [800, 1130, 1147, 1161]
- paragraph-lead-label: துணை அமைப்பாளர்கள் :: [1171, 1970, 1370, 1984]
- part-text: ம.பிரேம்குமார், 5/518, அண்ணா நகர், சின்னதாரபுரம், அரவக்குறிச்சி, கரூர்.: [913, 978, 1119, 1011]
- body-paragraph: அமைப்பாளர் : தி.வடிவேல், அகிலாண்டபுரம், சூடாமணி, ஊத்துப்பட்டி, அரவக்குறிச்சி, கரூர்.: [799, 1202, 1147, 1235]
- page-header: [0, 0, 1543, 110]
- branch-heading: புளியமரத்தோட்டம் கிளை: [491, 2037, 712, 2058]
- body-paragraph: துணை அமைப்பாளர்கள் : (1) ம.சதீஷ்குமார், 512, காட்டாம் புதூர், சின்னதாரபுரம், அரவக்குறிச்சி, கரூர். (2) இ.கயிலன்,: [428, 2112, 776, 2145]
- paragraph-lead-label: அமைப்பாளர் :: [799, 1729, 912, 1743]
- body-paragraph: துணை அமைப்பாளர்கள் : (1) க.நவீன்குமார், 3/43, அம்பேத்கர் குடியிருப்பு, கூடலூர், அரவக்குறிச்சி, கரூர். (2) வீ.கணேசன், 2/81, பனையம்பாளையம், கூடலூர், அரவக்குறிச்சி, கரூர். (3) மு.சதீஷ்குமார், 3/81, அம்பேத்கர் குடியிருப்பு, கூடலூர், அரவக்குறிச்சி, கரூர்.: [57, 1509, 404, 1596]
- part-row: [57, 2086, 404, 2141]
- part-text: பூ.பூவேந்திரன், 7/144–3, டி.வெங்கிடாபுரம், சின்னதாரபுரம், அரவக்குறிச்சி, கரூர்.: [913, 1022, 1099, 1073]
- body-paragraph: அமைப்பாளர் : ரா.ராகுல், 1/177, கருங்கல்புளியம்பட்டி, தொக்குப்பட்டி புதூர், அரவக்குறிச்சி, கரூர்.: [1171, 2120, 1519, 2152]
- part-label: பாகம் – 117: [799, 809, 866, 823]
- page-number-badge: [35, 52, 88, 105]
- paragraph-lead-label: துணை அமைப்பாளர்கள் :: [428, 2112, 588, 2126]
- part-label: பாகம் – 111: [57, 2025, 123, 2039]
- branch-heading: மல்லநத்தம் கிளை: [897, 187, 1049, 208]
- paragraph-lead-label: துணை அமைப்பாளர்கள் :: [428, 1937, 579, 1951]
- paragraph-lead-label: துணை அமைப்பாளர்கள் :: [1171, 984, 1333, 999]
- paragraph-lead-label: அமைப்பாளர் :: [799, 538, 898, 552]
- branch-heading: டி.வெங்கிடாபுரம் கிளை: [501, 1299, 703, 1320]
- body-paragraph: துணை அமைப்பாளர்கள் : (1) க.ஜெகன், 9/131, டி.வெங்கிடாபுரம், சின்னதாராபுரம், அரவக்குறிச்சி, கரூர். (2) க.கபில்தேவ், 9/28, டி.வெங்கிடாபுரம், சின்னதாராபுரம், அரவக்குறிச்சி, கரூர். (3) இ.கயிலன், 5/403/4, காட்டாம்புதூர், சின்னதாராபுரம், கரூர்.: [428, 1374, 776, 1462]
- paragraph-lead-label: துணை அமைப்பாளர்கள் :: [57, 1509, 207, 1522]
